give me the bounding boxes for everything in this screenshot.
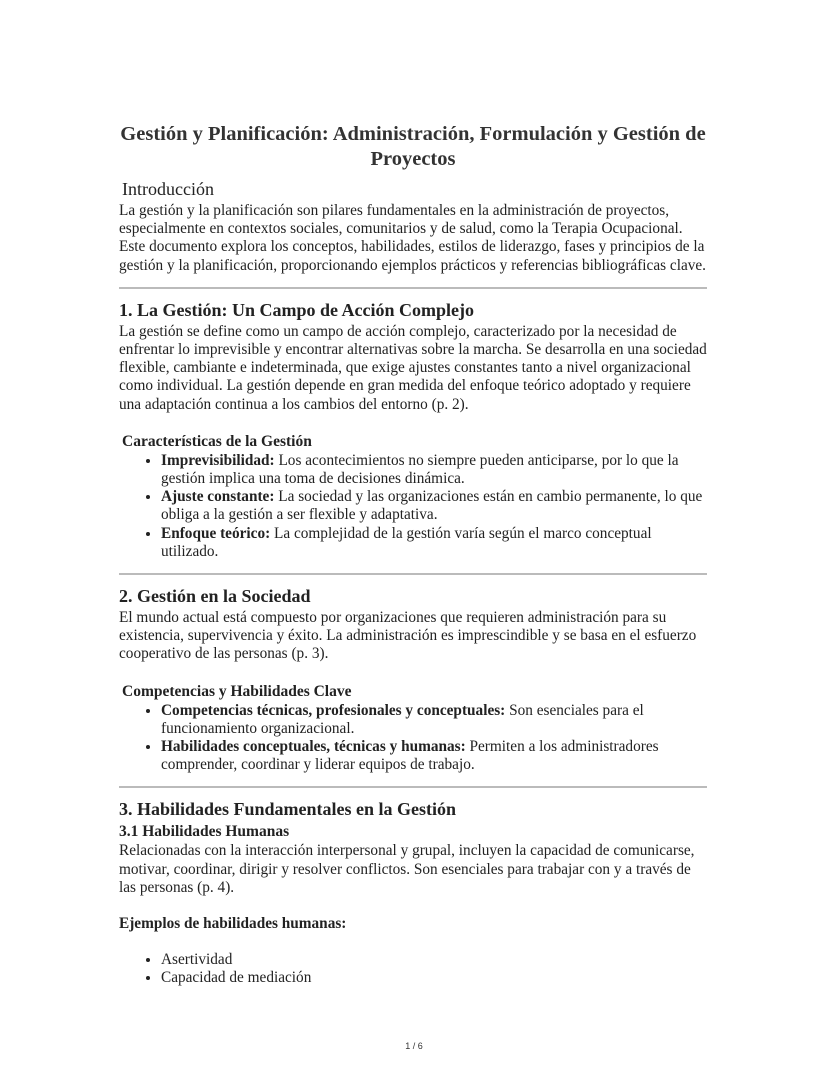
section1-list — [119, 452, 707, 561]
section3-subheading: 3.1 Habilidades Humanas — [119, 823, 290, 841]
list-item: • Enfoque teórico: La complejidad de la gestión varía según el marco conceptual utilizado. — [161, 525, 707, 561]
intro-text: La gestión y la planificación son pilares fundamentales en la administración de proyectos, especialmente en contextos sociales, comunitarios y de salud, como la Terapia Ocupacional. Este documento explora los conceptos, habilidades, estilos de liderazgo, fases y principios de la gestión y la planificación, proporcionando ejemplos prácticos y referencias bibliográficas clave. — [119, 202, 707, 274]
divider — [119, 287, 707, 289]
section3-heading: 3. Habilidades Fundamentales en la Gestión — [119, 799, 457, 820]
list-item: • Asertividad — [161, 951, 707, 969]
examples-label: Ejemplos de habilidades humanas: — [119, 915, 347, 933]
section2-subheading: Competencias y Habilidades Clave — [122, 682, 352, 700]
section1-heading: 1. La Gestión: Un Campo de Acción Complejo — [119, 299, 474, 320]
page-number: 1 / 6 — [405, 1041, 423, 1051]
document-title: Gestión y Planificación: Administración, Formulación y Gestión de Proyectos — [120, 123, 706, 170]
divider — [119, 786, 707, 788]
list-item: • Ajuste constante: La sociedad y las organizaciones están en cambio permanente, lo que obliga a la gestión a ser flexible y adaptativa. — [161, 488, 707, 524]
document-page — [119, 122, 707, 988]
list-item: • Capacidad de mediación — [161, 969, 707, 987]
list-item: • Competencias técnicas, profesionales y conceptuales: Son esenciales para el funcionamiento organizacional. — [161, 702, 707, 738]
examples-list — [119, 951, 707, 987]
section2-text: El mundo actual está compuesto por organizaciones que requieren administración para su existencia, supervivencia y éxito. La administración es imprescindible y se basa en el esfuerzo cooperativo de las personas (p. 3). — [119, 609, 697, 663]
section1-text: La gestión se define como un campo de acción complejo, caracterizado por la necesidad de enfrentar lo imprevisible y encontrar alternativas sobre la marcha. Se desarrolla en una sociedad flexible, cambiante e indeterminada, que exige ajustes constantes tanto a nivel organizacional como individual. La gestión depende en gran medida del enfoque teórico adoptado y requiere una adaptación continua a los cambios del entorno (p. 2). — [119, 322, 707, 413]
intro-heading: Introducción — [122, 179, 214, 199]
list-item: • Imprevisibilidad: Los acontecimientos no siempre pueden anticiparse, por lo que la gestión implica una toma de decisiones dinámica. — [161, 452, 707, 488]
divider — [119, 573, 707, 575]
section3-text: Relacionadas con la interacción interpersonal y grupal, incluyen la capacidad de comunicarse, motivar, coordinar, dirigir y resolver conflictos. Son esenciales para trabajar con y a través de las personas (p. 4). — [119, 842, 695, 896]
section2-list — [119, 702, 707, 775]
section2-heading: 2. Gestión en la Sociedad — [119, 586, 311, 607]
section1-subheading: Características de la Gestión — [122, 432, 312, 450]
list-item: • Habilidades conceptuales, técnicas y humanas: Permiten a los administradores comprender, coordinar y liderar equipos de trabajo. — [161, 738, 707, 774]
